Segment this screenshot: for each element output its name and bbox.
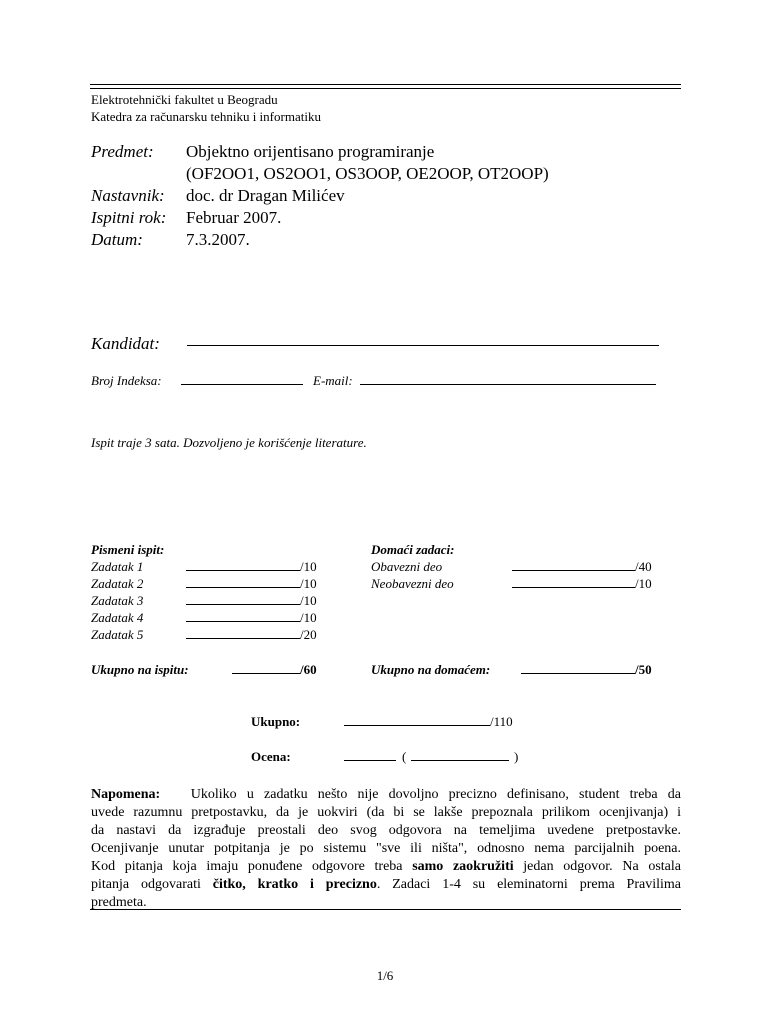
candidate-label: Kandidat: <box>91 334 160 353</box>
homework-part-max: /40 <box>635 559 652 574</box>
written-total-label: Ukupno na ispitu: <box>91 662 189 677</box>
homework-total-field[interactable] <box>521 673 635 674</box>
note-paragraph <box>91 786 681 912</box>
homework-heading: Domaći zadaci: <box>371 542 455 557</box>
candidate-name-field[interactable] <box>187 345 659 346</box>
homework-total-max: /50 <box>635 662 652 677</box>
bottom-rule <box>90 909 681 910</box>
note-text: . Zadaci 1-4 su eleminatorni prema Pravilima <box>376 877 681 892</box>
written-total-max: /60 <box>300 662 317 677</box>
homework-part-label: Neobavezni deo <box>371 576 454 591</box>
note-text: jedan odgovor. Na ostala <box>513 859 681 874</box>
task-label: Zadatak 1 <box>91 559 144 574</box>
note-line: da nastavi da izgrađuje preostali deo svog odgovora na temeljima uvedene pretpostavke. <box>91 823 681 838</box>
subject-codes: (OF2OO1, OS2OO1, OS3OOP, OE2OOP, OT2OOP) <box>186 164 549 183</box>
task-max: /10 <box>300 576 317 591</box>
email-field[interactable] <box>360 384 656 385</box>
written-heading: Pismeni ispit: <box>91 542 165 557</box>
term-value: Februar 2007. <box>186 208 282 227</box>
page-number: 1/6 <box>376 968 394 983</box>
task-max: /10 <box>300 559 317 574</box>
teacher-value: doc. dr Dragan Milićev <box>186 186 345 205</box>
task-label: Zadatak 5 <box>91 627 144 642</box>
task-label: Zadatak 4 <box>91 610 144 625</box>
index-field[interactable] <box>181 384 303 385</box>
written-total-field[interactable] <box>232 673 300 674</box>
note-emphasis: čitko, kratko i precizno <box>212 877 377 892</box>
note-emphasis: samo zaokružiti <box>412 859 514 874</box>
task-score-field[interactable] <box>186 638 300 639</box>
task-label: Zadatak 3 <box>91 593 144 608</box>
email-label: E-mail: <box>313 373 353 388</box>
grade-label: Ocena: <box>251 749 291 764</box>
task-score-field[interactable] <box>186 621 300 622</box>
date-value: 7.3.2007. <box>186 230 250 249</box>
note-line: predmeta. <box>91 895 147 910</box>
homework-score-field[interactable] <box>512 587 635 588</box>
note-line <box>91 876 681 894</box>
task-max: /10 <box>300 593 317 608</box>
homework-part-max: /10 <box>635 576 652 591</box>
task-score-field[interactable] <box>186 604 300 605</box>
grand-total-max: /110 <box>490 714 513 729</box>
homework-total-label: Ukupno na domaćem: <box>371 662 491 677</box>
grand-total-label: Ukupno: <box>251 714 301 729</box>
teacher-label: Nastavnik: <box>91 186 165 205</box>
note-line <box>91 786 681 804</box>
note-label: Napomena: <box>91 787 161 802</box>
homework-part-label: Obavezni deo <box>371 559 443 574</box>
term-label: Ispitni rok: <box>91 208 167 227</box>
note-line <box>91 858 681 876</box>
subject-label: Predmet: <box>91 142 154 161</box>
task-score-field[interactable] <box>186 587 300 588</box>
note-text: pitanja odgovarati <box>91 877 213 892</box>
grade-number-field[interactable] <box>344 760 396 761</box>
faculty-name: Elektrotehnički fakultet u Beogradu <box>91 92 278 107</box>
grade-paren-open: ( <box>402 749 407 764</box>
task-label: Zadatak 2 <box>91 576 144 591</box>
task-score-field[interactable] <box>186 570 300 571</box>
note-text: Ukoliko u zadatku nešto nije dovoljno precizno definisano, student treba da <box>190 787 682 802</box>
top-rule <box>90 84 681 89</box>
grade-paren-close: ) <box>514 749 519 764</box>
index-label: Broj Indeksa: <box>91 373 162 388</box>
homework-score-field[interactable] <box>512 570 635 571</box>
grand-total-field[interactable] <box>344 725 490 726</box>
grade-word-field[interactable] <box>411 760 509 761</box>
date-label: Datum: <box>91 230 143 249</box>
note-line: uvede razumnu pretpostavku, da je uokviri (da bi se lakše prepoznala prilikom ocenjivanja) i <box>91 805 681 820</box>
task-max: /10 <box>300 610 317 625</box>
exam-info: Ispit traje 3 sata. Dozvoljeno je korišćenje literature. <box>91 435 367 450</box>
department-name: Katedra za računarsku tehniku i informatiku <box>91 109 321 124</box>
note-text: Kod pitanja koja imaju ponuđene odgovore treba <box>91 859 413 874</box>
subject-value: Objektno orijentisano programiranje <box>186 142 435 161</box>
note-line: Ocenjivanje unutar potpitanja je po sistemu "sve ili ništa", odnosno nema parcijalnih poena. <box>91 841 681 856</box>
task-max: /20 <box>300 627 317 642</box>
